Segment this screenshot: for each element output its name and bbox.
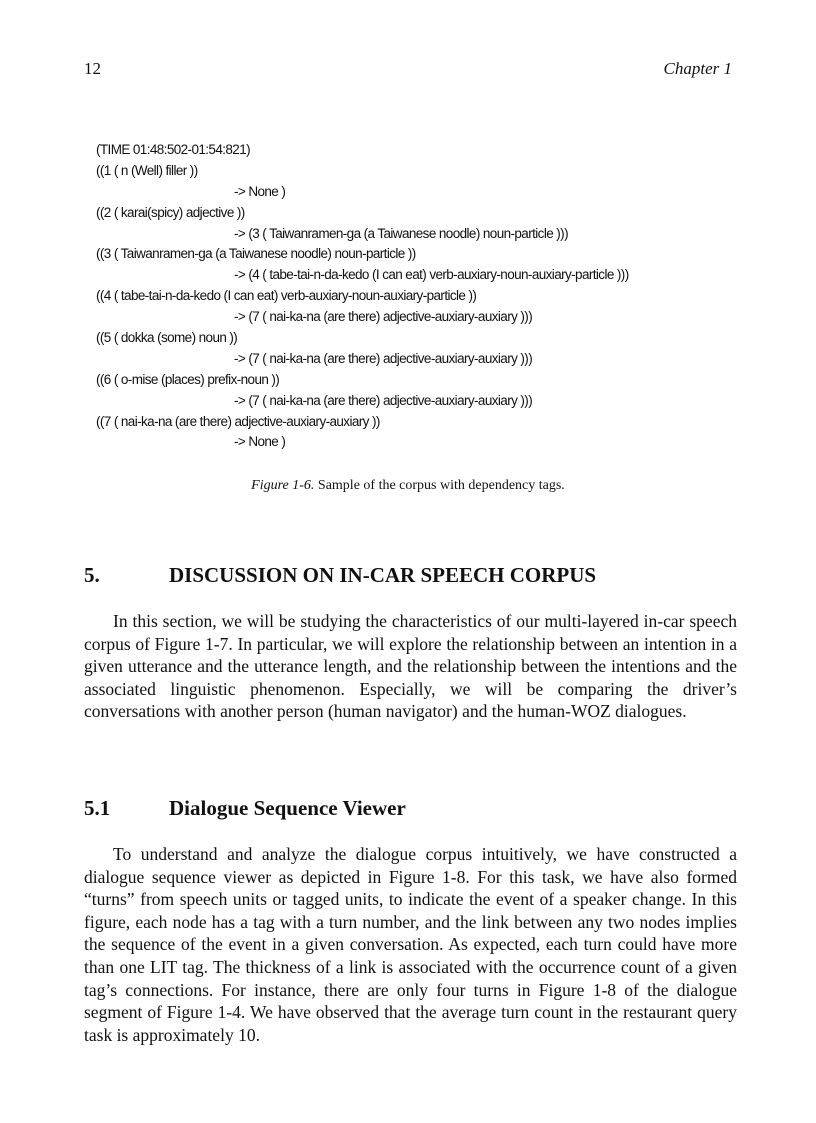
section-number: 5.: [84, 563, 100, 587]
section-title: DISCUSSION ON IN-CAR SPEECH CORPUS: [169, 563, 597, 587]
section-5-1-paragraph: To understand and analyze the dialogue corpus intuitively, we have constructed a dialogue sequence viewer as depicted in Figure 1-8. For this task, we have also formed “turns” from speech units or tagged units, to indicate the event of a speaker change. In this figure, each node has a tag with a turn number, and the link between any two nodes implies the sequence of the event in a given conversation. As expected, each turn could have more than one LIT tag. The thickness of a link is associated with the occurrence count of a given tag’s connections. For instance, there are only four turns in Figure 1-8 of the dialogue segment of Figure 1-4. We have observed that the average turn count in the restaurant query task is approximately 10.: [84, 844, 737, 1045]
corpus-line: -> (7 ( nai-ka-na (are there) adjective-auxiary-auxiary ))): [234, 350, 533, 366]
section-heading-5: [84, 563, 596, 588]
subsection-title: Dialogue Sequence Viewer: [169, 796, 406, 820]
corpus-line: (TIME 01:48:502-01:54:821): [96, 142, 251, 157]
chapter-label: Chapter 1: [663, 59, 732, 78]
corpus-line: ((2 ( karai(spicy) adjective )): [96, 204, 245, 220]
page-header: [84, 59, 732, 81]
subsection-number: 5.1: [84, 796, 111, 820]
corpus-line: -> None ): [234, 434, 286, 450]
corpus-line: ((7 ( nai-ka-na (are there) adjective-auxiary-auxiary )): [96, 413, 380, 429]
section-5-paragraph: In this section, we will be studying the characteristics of our multi-layered in-car speech corpus of Figure 1-7. In particular, we will explore the relationship between an intention in a given utterance and the utterance length, and the relationship between the intentions and the associated linguistic phenomenon. Especially, we will be comparing the driver’s conversations with another person (human navigator) and the human-WOZ dialogues.: [84, 611, 737, 722]
corpus-line: -> (4 ( tabe-tai-n-da-kedo (I can eat) verb-auxiary-noun-auxiary-particle ))): [234, 267, 629, 283]
section-heading-5-1: [84, 796, 406, 821]
corpus-line: -> None ): [234, 183, 286, 199]
corpus-line: -> (7 ( nai-ka-na (are there) adjective-auxiary-auxiary ))): [234, 392, 533, 408]
figure-label: Figure 1-6.: [251, 478, 315, 493]
corpus-line: ((3 ( Taiwanramen-ga (a Taiwanese noodle) noun-particle )): [96, 246, 416, 262]
figure-caption-text: Sample of the corpus with dependency tags.: [317, 478, 565, 493]
corpus-line: -> (3 ( Taiwanramen-ga (a Taiwanese noodle) noun-particle ))): [234, 225, 568, 241]
corpus-sample: [96, 140, 736, 453]
corpus-line: ((1 ( n (Well) filler )): [96, 162, 198, 178]
page-number: 12: [84, 59, 101, 78]
figure-caption: [0, 478, 816, 494]
corpus-line: ((6 ( o-mise (places) prefix-noun )): [96, 371, 280, 387]
corpus-line: ((4 ( tabe-tai-n-da-kedo (I can eat) verb-auxiary-noun-auxiary-particle )): [96, 288, 477, 304]
corpus-line: -> (7 ( nai-ka-na (are there) adjective-auxiary-auxiary ))): [234, 309, 533, 325]
corpus-line: ((5 ( dokka (some) noun )): [96, 330, 238, 346]
